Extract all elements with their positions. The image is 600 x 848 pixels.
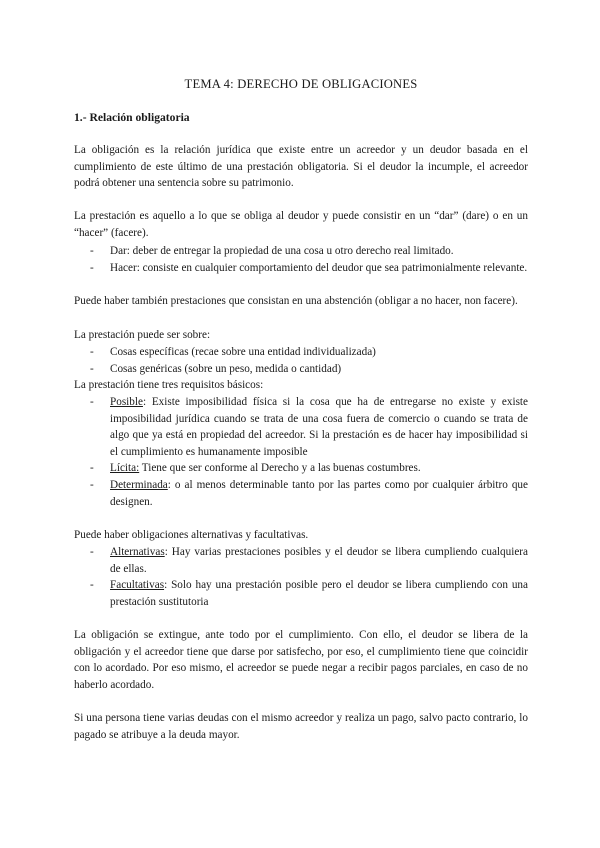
list-alternativas xyxy=(74,544,528,610)
list-item xyxy=(74,394,528,460)
list-item-text: : Existe imposibilidad física si la cosa que ha de entregarse no existe y existe imposibilidad jurídica cuando se trata de una cosa fuera de comercio o cuando se trata de algo que ya está en propiedad del acreedor. Si la prestación es de hacer hay imposibilidad si el cumplimiento es humanamente imposible xyxy=(110,396,528,458)
paragraph-abstencion: Puede haber también prestaciones que consistan en una abstención (obligar a no hacer, non facere). xyxy=(74,295,518,307)
list-item xyxy=(74,243,528,260)
list-dash: - xyxy=(90,546,94,558)
term-licita: Lícita: xyxy=(110,462,140,475)
list-dash: - xyxy=(90,362,94,375)
list-item xyxy=(74,544,528,577)
list-dash: - xyxy=(90,579,94,592)
page-title: TEMA 4: DERECHO DE OBLIGACIONES xyxy=(184,77,418,91)
paragraph-sobre: La prestación puede ser sobre: xyxy=(74,329,211,341)
list-item-text: : o al menos determinable tanto por las partes como por cualquier árbitro que designen. xyxy=(110,478,528,508)
list-item xyxy=(74,460,528,477)
list-item xyxy=(74,577,528,610)
list-item xyxy=(74,361,528,378)
list-item-text: Dar: deber de entregar la propiedad de una cosa u otro derecho real limitado. xyxy=(110,245,454,257)
list-item xyxy=(74,477,528,510)
list-item-text: : Hay varias prestaciones posibles y el deudor se libera cumpliendo cualquiera de ellas. xyxy=(110,546,528,575)
paragraph-requisitos: La prestación tiene tres requisitos básicos: xyxy=(74,379,264,391)
section-heading: 1.- Relación obligatoria xyxy=(74,111,190,124)
paragraph-prestacion: La prestación es aquello a lo que se obliga al deudor y puede consistir en un “dar” (dare) o en un “hacer” (facere). xyxy=(74,210,528,239)
list-dash: - xyxy=(90,245,94,257)
list-item xyxy=(74,344,528,361)
paragraph-alternativas: Puede haber obligaciones alternativas y facultativas. xyxy=(74,529,309,541)
term-alternativas: Alternativas xyxy=(110,546,165,558)
term-facultativas: Facultativas xyxy=(110,579,165,592)
list-item-text: Hacer: consiste en cualquier comportamiento del deudor que sea patrimonialmente relevante. xyxy=(110,261,528,274)
list-dar-hacer xyxy=(74,243,528,276)
list-dash: - xyxy=(90,478,94,491)
list-item-text: : Solo hay una prestación posible pero el deudor se libera cumpliendo con una prestación sustitutoria xyxy=(110,579,528,608)
paragraph-deudas: Si una persona tiene varias deudas con el mismo acreedor y realiza un pago, salvo pacto contrario, lo pagado se atribuye a la deuda mayor. xyxy=(74,712,528,741)
list-dash: - xyxy=(90,462,94,475)
list-dash: - xyxy=(90,396,94,408)
list-requisitos xyxy=(74,394,528,510)
paragraph-obligacion: La obligación es la relación jurídica que existe entre un acreedor y un deudor basada en el cumplimiento de este último de una prestación obligatoria. Si el deudor la incumple, el acreedor podrá obtener una sentencia sobre su patrimonio. xyxy=(74,144,528,190)
term-posible: Posible xyxy=(110,396,143,408)
term-determinada: Determinada xyxy=(110,478,168,491)
list-cosas xyxy=(74,344,528,377)
list-item xyxy=(74,260,528,277)
paragraph-extincion: La obligación se extingue, ante todo por el cumplimiento. Con ello, el deudor se libera de la obligación y el acreedor tiene que darse por satisfecho, por eso, el cumplimiento tiene que coincidir con lo acordado. Por eso mismo, el acreedor se puede negar a recibir pagos parciales, en caso de no haberlo acordado. xyxy=(74,629,528,691)
list-dash: - xyxy=(90,261,94,274)
list-dash: - xyxy=(90,346,94,358)
list-item-text: Cosas específicas (recae sobre una entidad individualizada) xyxy=(110,346,376,358)
list-item-text: Cosas genéricas (sobre un peso, medida o cantidad) xyxy=(110,362,342,375)
list-item-text: Tiene que ser conforme al Derecho y a las buenas costumbres. xyxy=(139,462,421,475)
